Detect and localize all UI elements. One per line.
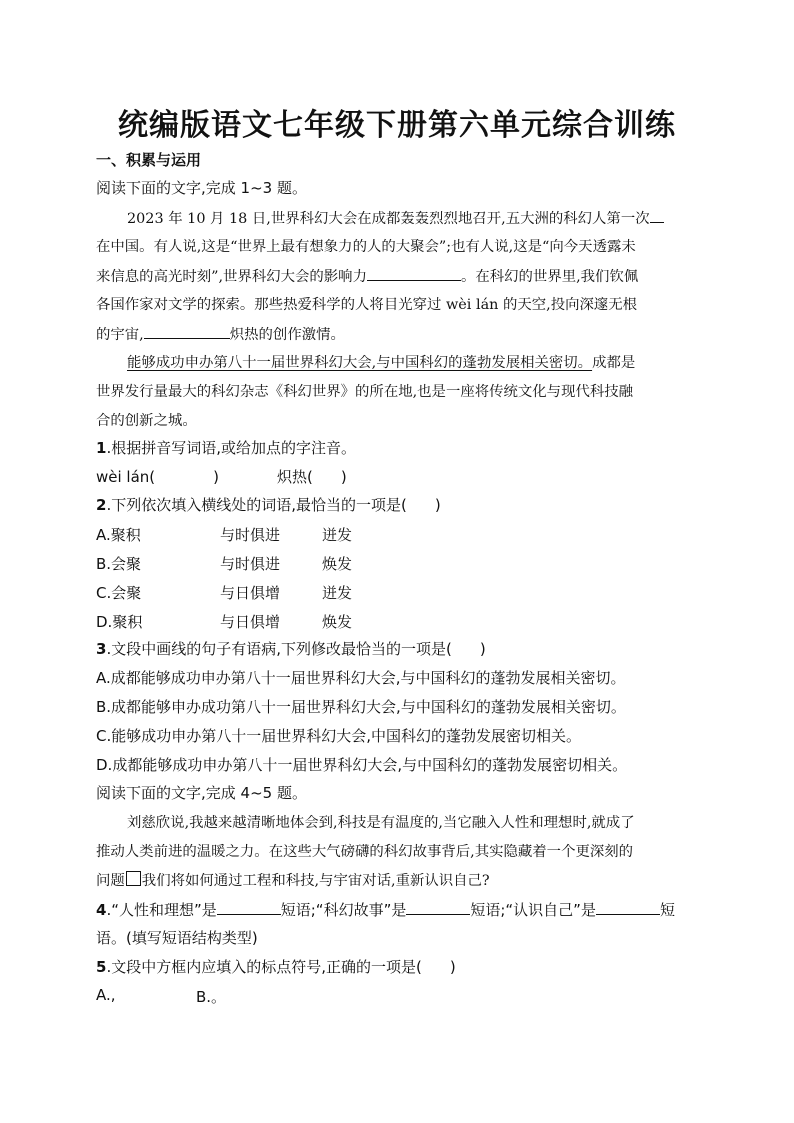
page-title: 统编版语文七年级下册第六单元综合训练 — [118, 108, 676, 143]
q5-option-b[interactable]: B.。 — [196, 988, 227, 1006]
passage1-line7: 世界发行量最大的科幻杂志《科幻世界》的所在地,也是一座将传统文化与现代科技融 — [96, 384, 634, 400]
question-4-cont: 语。(填写短语结构类型) — [96, 929, 258, 947]
fill-blank-2[interactable] — [367, 266, 461, 281]
reading-instruction-2: 阅读下面的文字,完成 4~5 题。 — [96, 784, 307, 802]
question-5: 5.文段中方框内应填入的标点符号,正确的一项是( ) — [96, 958, 456, 976]
punctuation-box[interactable] — [126, 871, 141, 886]
q2-option-c-col2: 与日俱增 — [220, 584, 281, 602]
reading-instruction-1: 阅读下面的文字,完成 1~3 题。 — [96, 179, 307, 197]
question-2: 2.下列依次填入横线处的词语,最恰当的一项是( ) — [96, 496, 441, 514]
fill-blank-1[interactable] — [650, 208, 664, 223]
q2-option-b-col3: 焕发 — [322, 555, 353, 573]
q2-option-d-col1[interactable]: D.聚积 — [96, 613, 143, 631]
q3-option-d[interactable]: D.成都能够成功申办第八十一届世界科幻大会,与中国科幻的蓬勃发展密切相关。 — [96, 756, 628, 774]
passage2-line2: 推动人类前进的温暖之力。在这些大气磅礴的科幻故事背后,其实隐藏着一个更深刻的 — [96, 844, 634, 860]
q2-option-d-col3: 焕发 — [322, 613, 353, 631]
passage1-line1: 2023 年 10 月 18 日,世界科幻大会在成都轰轰烈烈地召开,五大洲的科幻人第一次 — [127, 208, 664, 229]
q3-option-c[interactable]: C.能够成功申办第八十一届世界科幻大会,中国科幻的蓬勃发展密切相关。 — [96, 727, 582, 745]
passage1-line6: 能够成功申办第八十一届世界科幻大会,与中国科幻的蓬勃发展相关密切。成都是 — [127, 355, 636, 371]
q2-option-a-col2: 与时俱进 — [220, 526, 281, 544]
q4-blank-1[interactable] — [217, 900, 281, 915]
q2-option-b-col1[interactable]: B.会聚 — [96, 555, 142, 573]
q2-option-d-col2: 与日俱增 — [220, 613, 281, 631]
question-3: 3.文段中画线的句子有语病,下列修改最恰当的一项是( ) — [96, 640, 486, 658]
q3-option-a[interactable]: A.成都能够成功申办第八十一届世界科幻大会,与中国科幻的蓬勃发展相关密切。 — [96, 669, 626, 687]
q2-option-a-col1[interactable]: A.聚积 — [96, 526, 141, 544]
q3-option-b[interactable]: B.成都能够申办成功第八十一届世界科幻大会,与中国科幻的蓬勃发展相关密切。 — [96, 698, 626, 716]
section-heading: 一、积累与运用 — [96, 151, 202, 169]
q2-option-c-col3: 迸发 — [322, 584, 353, 602]
fill-blank-3[interactable] — [144, 324, 230, 339]
q2-option-a-col3: 迸发 — [322, 526, 353, 544]
passage1-line3: 来信息的高光时刻”,世界科幻大会的影响力 。在科幻的世界里,我们钦佩 — [96, 266, 638, 287]
q4-blank-2[interactable] — [406, 900, 470, 915]
passage1-line4: 各国作家对文学的探索。那些热爱科学的人将目光穿过 wèi lán 的天空,投向深邃无根 — [96, 297, 638, 313]
question-1: 1.根据拼音写词语,或给加点的字注音。 — [96, 439, 356, 457]
underlined-sentence: 能够成功申办第八十一届世界科幻大会,与中国科幻的蓬勃发展相关密切。 — [127, 355, 593, 371]
question-1-answers: wèi lán( ) 炽热( ) — [96, 468, 347, 486]
question-4: 4.“人性和理想”是 短语;“科幻故事”是 短语;“认识自己”是 短 — [96, 901, 675, 919]
q5-option-a[interactable]: A., — [96, 986, 116, 1004]
passage1-line2: 在中国。有人说,这是“世界上最有想象力的人的大聚会”;也有人说,这是“向今天透露未 — [96, 239, 636, 255]
passage2-line3: 问题 我们将如何通过工程和科技,与宇宙对话,重新认识自己? — [96, 873, 490, 889]
q2-option-b-col2: 与时俱进 — [220, 555, 281, 573]
passage2-line1: 刘慈欣说,我越来越清晰地体会到,科技是有温度的,当它融入人性和理想时,就成了 — [127, 815, 635, 831]
passage1-line5: 的宇宙, 炽热的创作激情。 — [96, 324, 345, 345]
q4-blank-3[interactable] — [596, 900, 660, 915]
passage1-line8: 合的创新之城。 — [96, 413, 197, 429]
q2-option-c-col1[interactable]: C.会聚 — [96, 584, 142, 602]
